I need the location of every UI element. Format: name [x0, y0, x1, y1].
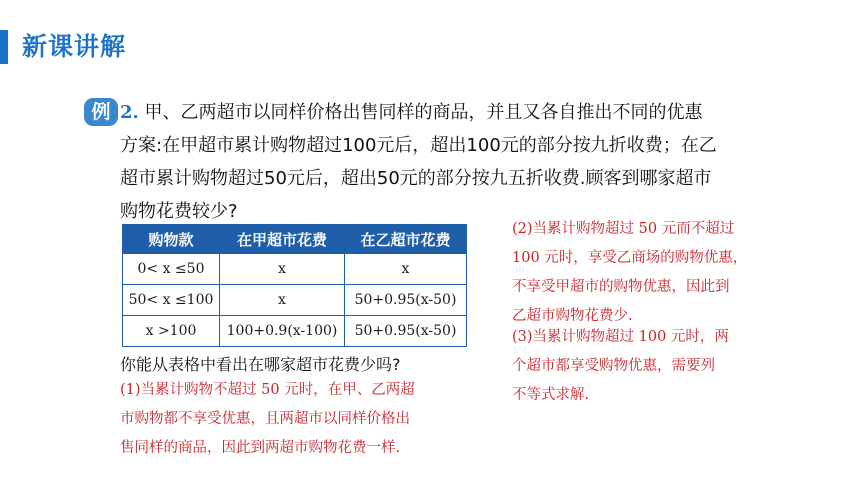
table-header-cell: 购物款 [123, 225, 220, 254]
answer-line: (1)当累计购物不超过 50 元时，在甲、乙两超 [120, 382, 415, 398]
problem-line-4: 购物花费较少? [120, 201, 238, 222]
price-table [122, 224, 467, 347]
problem-line-2: 方案:在甲超市累计购物超过100元后，超出100元的部分按九折收费；在乙 [120, 135, 717, 156]
answer-line: 售同样的商品，因此到两超市购物花费一样. [120, 440, 401, 456]
table-header-row [123, 225, 467, 254]
table-cell: x [220, 254, 345, 285]
answer-line: 个超市都享受购物优惠，需要列 [512, 358, 715, 374]
problem-number: 2. [120, 102, 139, 123]
answer-line: 不享受甲超市的购物优惠，因此到 [512, 279, 730, 295]
table-cell: x >100 [123, 316, 220, 347]
table-row [123, 254, 467, 285]
example-badge: 例 [84, 98, 118, 126]
answer-3 [512, 323, 812, 410]
table-cell: 100+0.9(x-100) [220, 316, 345, 347]
table-cell: 0< x ≤50 [123, 254, 220, 285]
table-row [123, 285, 467, 316]
table-header-cell: 在乙超市花费 [345, 225, 467, 254]
table-row [123, 316, 467, 347]
answer-2 [512, 215, 812, 331]
follow-up-question: 你能从表格中看出在哪家超市花费少吗? [120, 355, 401, 374]
table-cell: x [220, 285, 345, 316]
answer-line: 不等式求解. [512, 387, 590, 403]
problem-line-1: 2. 甲、乙两超市以同样价格出售同样的商品，并且又各自推出不同的优惠 [120, 102, 703, 123]
table-cell: x [345, 254, 467, 285]
section-title: 新课讲解 [22, 32, 127, 61]
answer-1 [120, 376, 480, 463]
answer-line: 100 元时，享受乙商场的购物优惠， [512, 250, 748, 266]
answer-line: (3)当累计购物超过 100 元时，两 [512, 329, 729, 345]
table-cell: 50< x ≤100 [123, 285, 220, 316]
problem-statement [120, 96, 770, 228]
problem-line-3: 超市累计购物超过50元后，超出50元的部分按九五折收费.顾客到哪家超市 [120, 168, 712, 189]
answer-line: 乙超市购物花费少. [512, 308, 633, 324]
answer-line: 市购物都不享受优惠，且两超市以同样价格出 [120, 411, 410, 427]
table-header-cell: 在甲超市花费 [220, 225, 345, 254]
table-cell: 50+0.95(x-50) [345, 316, 467, 347]
answer-line: (2)当累计购物超过 50 元而不超过 [512, 221, 735, 237]
title-accent-bar [0, 30, 8, 64]
table-cell: 50+0.95(x-50) [345, 285, 467, 316]
